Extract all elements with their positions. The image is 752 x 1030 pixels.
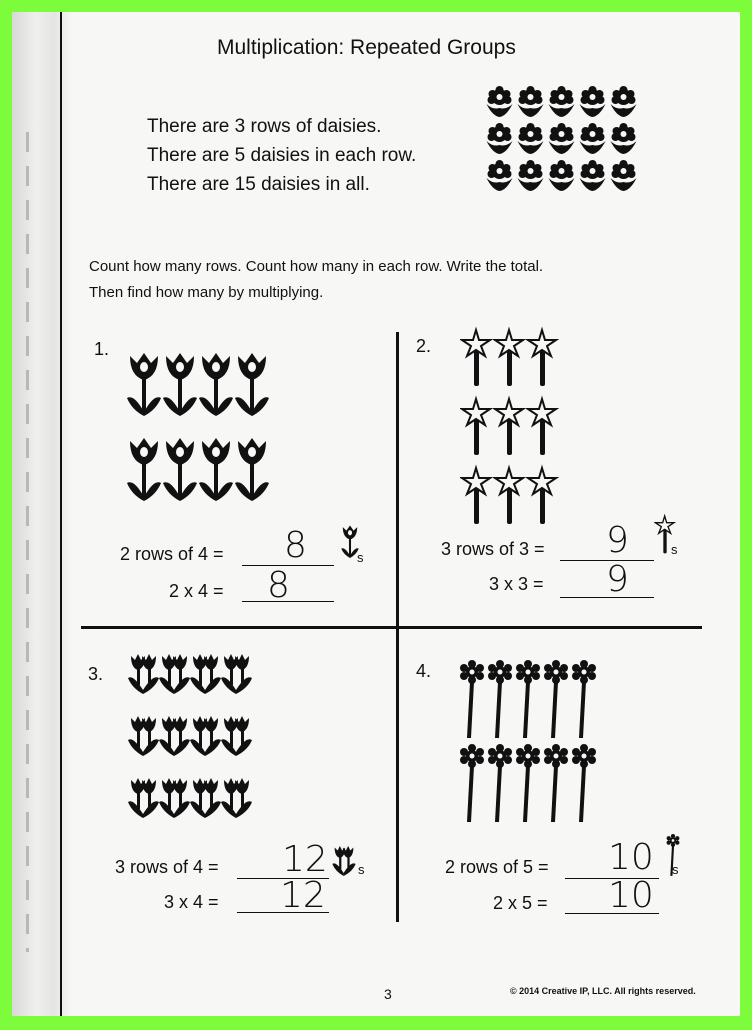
lily-icon [460,395,493,457]
problem-3-rows-equation: 3 rows of 4 = [115,857,219,877]
sunflower-icon [514,660,542,742]
problem-3-number: 3. [88,664,104,684]
problem-2-rows-equation: 3 rows of 3 = [441,539,545,559]
tulip-bunch-icon [159,716,190,756]
lily-icon [493,395,526,457]
daisy-icon [484,123,515,155]
problem-3-multiply-equation: 3 x 4 = [164,892,219,912]
lily-icon [460,326,493,388]
problem-4-total-answer: 10 [608,837,654,878]
instruction-line-1: Count how many rows. Count how many in each row. Write the total. [89,258,544,275]
lily-icon [460,464,493,526]
problem-1-number: 1. [94,339,110,359]
sunflower-icon [570,744,598,826]
sunflower-icon [486,660,514,742]
daisy-icon [484,86,515,118]
page-edge [60,12,62,1016]
problem-2-total-answer: 9 [606,520,629,561]
problem-1-multiply-equation: 2 x 4 = [169,581,224,601]
problem-3-total-answer: 12 [282,839,328,880]
problem-2-multiply-equation: 3 x 3 = [489,574,544,594]
intro-line-rows: There are 3 rows of daisies. [147,116,382,137]
tulip-bunch-icon [128,654,159,694]
binding-shadow [12,12,72,1016]
lily-icon [493,326,526,388]
problem-3-unit-tulip-bunch-icon [332,846,356,876]
daisy-icon [515,160,546,192]
sunflower-icon [486,744,514,826]
tulip-icon [126,435,162,505]
lily-icon [526,326,559,388]
problem-4-product-answer: 10 [608,875,654,916]
daisy-icon [577,123,608,155]
intro-line-total: There are 15 daisies in all. [147,174,370,195]
problem-4-rows-equation: 2 rows of 5 = [445,857,549,877]
tulip-icon [162,435,198,505]
page-number: 3 [384,986,392,1002]
tulip-icon [234,435,270,505]
tulip-icon [126,350,162,420]
sunflower-icon [458,744,486,826]
daisy-icon [484,160,515,192]
sunflower-icon [458,660,486,742]
sunflower-icon [514,744,542,826]
problem-1-total-answer: 8 [284,525,307,566]
problem-3-product-answer: 12 [280,875,326,916]
sunflower-icon [570,660,598,742]
problem-1-rows-equation: 2 rows of 4 = [120,544,224,564]
tulip-bunch-icon [190,778,221,818]
daisy-icon [546,86,577,118]
daisy-icon [608,86,639,118]
lily-icon [526,464,559,526]
daisy-icon [608,123,639,155]
tulip-icon [162,350,198,420]
problem-3-flower-array [128,654,252,818]
daisy-icon [515,86,546,118]
horizontal-divider [81,626,702,629]
page-title: Multiplication: Repeated Groups [217,36,516,59]
problem-4-multiply-equation: 2 x 5 = [493,893,548,913]
problem-4-unit-suffix: s [672,862,679,877]
daisy-icon [577,160,608,192]
daisy-icon [515,123,546,155]
tulip-bunch-icon [221,654,252,694]
daisy-icon [608,160,639,192]
tulip-bunch-icon [190,716,221,756]
tulip-bunch-icon [159,654,190,694]
sunflower-icon [542,660,570,742]
lily-icon [493,464,526,526]
problem-1-unit-suffix: s [357,550,364,565]
tulip-icon [234,350,270,420]
tulip-icon [198,350,234,420]
problem-2-flower-array [460,326,559,526]
intro-line-per-row: There are 5 daisies in each row. [147,145,417,166]
tulip-bunch-icon [221,716,252,756]
lily-icon [526,395,559,457]
problem-2-number: 2. [416,336,432,356]
problem-1-flower-array [126,350,270,505]
instruction-line-2: Then find how many by multiplying. [89,284,324,301]
problem-4-flower-array [458,660,598,826]
problem-2-unit-suffix: s [671,542,678,557]
tulip-bunch-icon [159,778,190,818]
problem-3-unit-suffix: s [358,862,365,877]
daisy-icon [546,123,577,155]
tulip-bunch-icon [128,778,159,818]
problem-2-product-answer: 9 [606,559,629,600]
problem-1-product-answer: 8 [267,565,290,606]
problem-4-number: 4. [416,661,432,681]
tulip-bunch-icon [190,654,221,694]
daisy-icon [577,86,608,118]
copyright-notice: © 2014 Creative IP, LLC. All rights reserved. [510,986,696,996]
sunflower-icon [542,744,570,826]
worksheet-page [12,12,740,1016]
daisy-icon [546,160,577,192]
tulip-icon [198,435,234,505]
daisy-array [484,86,639,192]
tulip-bunch-icon [221,778,252,818]
tulip-bunch-icon [128,716,159,756]
